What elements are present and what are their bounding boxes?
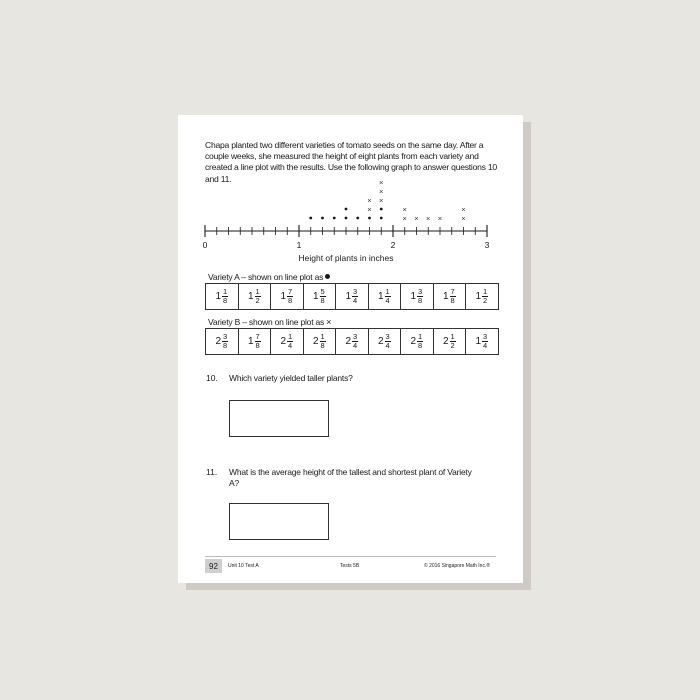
variety-b-label: Variety B – shown on line plot as xyxy=(208,317,325,327)
variety-a-cell xyxy=(336,284,369,309)
whole-part: 1 xyxy=(475,336,482,347)
denominator: 2 xyxy=(255,296,260,305)
denominator: 8 xyxy=(320,341,325,350)
variety-b-x-mark: × xyxy=(426,214,431,223)
fraction xyxy=(352,333,358,350)
mixed-number xyxy=(248,288,261,305)
intro-paragraph: Chapa planted two different varieties of tomato seeds on the same day. After a couple weeks, she measured the height of eight plants from each variety and created a line plot with the results. Use the following graph to answer questions 10 and 11. xyxy=(205,140,497,184)
tick-label: 1 xyxy=(296,240,302,250)
numerator: 1 xyxy=(287,332,293,341)
numerator: 3 xyxy=(385,332,390,341)
variety-a-dot xyxy=(356,217,359,220)
mixed-number xyxy=(313,288,326,305)
whole-part: 1 xyxy=(280,291,287,302)
numerator: 3 xyxy=(417,287,423,296)
whole-part: 1 xyxy=(345,291,352,302)
numerator: 7 xyxy=(255,332,260,341)
denominator: 8 xyxy=(222,341,228,350)
fraction xyxy=(320,333,326,350)
variety-b-cell xyxy=(239,329,272,354)
mixed-number xyxy=(475,333,488,350)
whole-part: 2 xyxy=(377,336,384,347)
variety-a-table xyxy=(205,283,499,310)
x-marker-icon: × xyxy=(326,317,332,327)
whole-part: 1 xyxy=(410,291,417,302)
variety-b-cell xyxy=(336,329,369,354)
variety-a-dot xyxy=(380,217,383,220)
numerator: 3 xyxy=(482,332,488,341)
denominator: 8 xyxy=(450,296,455,305)
footer-copyright: © 2016 Singapore Math Inc.® xyxy=(424,563,491,569)
variety-b-cell xyxy=(401,329,434,354)
numerator: 3 xyxy=(222,332,228,341)
variety-b-x-mark: × xyxy=(402,214,407,223)
variety-a-dot xyxy=(380,208,383,211)
variety-a-legend xyxy=(208,272,330,282)
fraction xyxy=(482,333,488,350)
fraction xyxy=(287,288,293,305)
variety-b-x-mark: × xyxy=(461,205,466,214)
fraction xyxy=(385,288,391,305)
denominator: 8 xyxy=(255,341,260,350)
denominator: 2 xyxy=(450,341,455,350)
question-10-text: Which variety yielded taller plants? xyxy=(229,373,353,383)
fraction xyxy=(450,288,456,305)
numerator: 1 xyxy=(255,287,260,296)
variety-b-x-mark: × xyxy=(367,205,372,214)
whole-part: 1 xyxy=(442,291,449,302)
variety-b-x-mark: × xyxy=(379,187,384,196)
variety-b-x-mark: × xyxy=(367,196,372,205)
variety-b-legend xyxy=(208,317,331,327)
question-10-number: 10. xyxy=(206,373,218,383)
footer-unit: Unit 10 Test A xyxy=(228,563,259,569)
fraction xyxy=(255,288,261,305)
mixed-number xyxy=(378,333,391,350)
variety-a-dot xyxy=(345,208,348,211)
whole-part: 2 xyxy=(312,336,319,347)
line-plot-svg xyxy=(198,178,498,265)
fraction xyxy=(482,288,488,305)
denominator: 4 xyxy=(385,296,390,305)
whole-part: 1 xyxy=(475,291,482,302)
tick-label: 3 xyxy=(484,240,490,250)
variety-a-cell xyxy=(239,284,272,309)
denominator: 4 xyxy=(385,341,390,350)
whole-part: 1 xyxy=(247,291,254,302)
mixed-number xyxy=(443,288,456,305)
page-number: 92 xyxy=(205,559,222,573)
denominator: 4 xyxy=(287,341,293,350)
variety-a-cell xyxy=(304,284,337,309)
numerator: 1 xyxy=(385,287,390,296)
tick-label: 2 xyxy=(390,240,396,250)
fraction xyxy=(222,333,228,350)
variety-a-dot xyxy=(345,217,348,220)
mixed-number xyxy=(280,288,293,305)
variety-a-cell xyxy=(271,284,304,309)
numerator: 1 xyxy=(450,332,455,341)
mixed-number xyxy=(345,288,358,305)
numerator: 1 xyxy=(417,332,423,341)
variety-b-cell xyxy=(206,329,239,354)
answer-box-10[interactable] xyxy=(229,400,329,437)
denominator: 4 xyxy=(352,341,358,350)
worksheet-page xyxy=(178,115,523,583)
variety-a-cell xyxy=(206,284,239,309)
whole-part: 2 xyxy=(345,336,352,347)
mixed-number xyxy=(345,333,358,350)
fraction xyxy=(287,333,293,350)
denominator: 8 xyxy=(287,296,293,305)
fraction xyxy=(222,288,228,305)
answer-box-11[interactable] xyxy=(229,503,329,540)
variety-b-cell xyxy=(369,329,402,354)
denominator: 8 xyxy=(222,296,228,305)
whole-part: 2 xyxy=(442,336,449,347)
mixed-number xyxy=(313,333,326,350)
fraction xyxy=(255,333,261,350)
variety-b-x-mark: × xyxy=(437,214,443,223)
mixed-number xyxy=(475,288,488,305)
variety-b-cell xyxy=(271,329,304,354)
variety-a-cell xyxy=(466,284,498,309)
variety-b-table xyxy=(205,328,499,355)
dot-marker-icon xyxy=(325,274,330,279)
whole-part: 1 xyxy=(377,291,384,302)
denominator: 4 xyxy=(482,341,488,350)
variety-a-cell xyxy=(434,284,467,309)
fraction xyxy=(352,288,358,305)
variety-b-x-mark: × xyxy=(414,214,419,223)
fraction xyxy=(320,288,326,305)
variety-a-label: Variety A – shown on line plot as xyxy=(208,272,324,282)
line-plot xyxy=(198,178,498,270)
variety-a-cell xyxy=(401,284,434,309)
variety-b-x-mark: × xyxy=(379,178,384,187)
variety-b-x-mark: × xyxy=(402,205,407,214)
whole-part: 1 xyxy=(247,336,254,347)
variety-b-cell xyxy=(466,329,498,354)
variety-b-x-mark: × xyxy=(379,196,384,205)
denominator: 2 xyxy=(482,296,488,305)
denominator: 8 xyxy=(417,341,423,350)
variety-a-dot xyxy=(309,217,312,220)
numerator: 7 xyxy=(450,287,455,296)
mixed-number xyxy=(280,333,293,350)
whole-part: 2 xyxy=(215,336,222,347)
whole-part: 1 xyxy=(312,291,319,302)
denominator: 8 xyxy=(320,296,325,305)
fraction xyxy=(385,333,391,350)
variety-a-dot xyxy=(333,217,336,220)
mixed-number xyxy=(215,288,228,305)
question-11-text: What is the average height of the tallest and shortest plant of Variety A? xyxy=(229,467,472,488)
mixed-number xyxy=(248,333,261,350)
footer-book: Tests 5B xyxy=(340,563,360,569)
denominator: 4 xyxy=(352,296,358,305)
question-11-number: 11. xyxy=(206,467,218,477)
numerator: 7 xyxy=(287,287,293,296)
footer-divider xyxy=(205,556,496,557)
mixed-number xyxy=(215,333,228,350)
whole-part: 2 xyxy=(280,336,287,347)
variety-b-cell xyxy=(304,329,337,354)
variety-a-dot xyxy=(321,217,324,220)
tick-label: 0 xyxy=(202,240,208,250)
numerator: 1 xyxy=(482,287,488,296)
mixed-number xyxy=(410,288,423,305)
axis-label: Height of plants in inches xyxy=(298,253,394,263)
numerator: 1 xyxy=(222,287,228,296)
variety-b-cell xyxy=(434,329,467,354)
numerator: 1 xyxy=(320,332,325,341)
numerator: 3 xyxy=(352,287,358,296)
variety-b-x-mark: × xyxy=(461,214,466,223)
fraction xyxy=(417,333,423,350)
numerator: 5 xyxy=(320,287,325,296)
mixed-number xyxy=(378,288,391,305)
whole-part: 1 xyxy=(215,291,222,302)
numerator: 3 xyxy=(352,332,358,341)
whole-part: 2 xyxy=(410,336,417,347)
fraction xyxy=(450,333,456,350)
mixed-number xyxy=(443,333,456,350)
variety-a-dot xyxy=(368,217,371,220)
variety-a-cell xyxy=(369,284,402,309)
denominator: 8 xyxy=(417,296,423,305)
fraction xyxy=(417,288,423,305)
mixed-number xyxy=(410,333,423,350)
